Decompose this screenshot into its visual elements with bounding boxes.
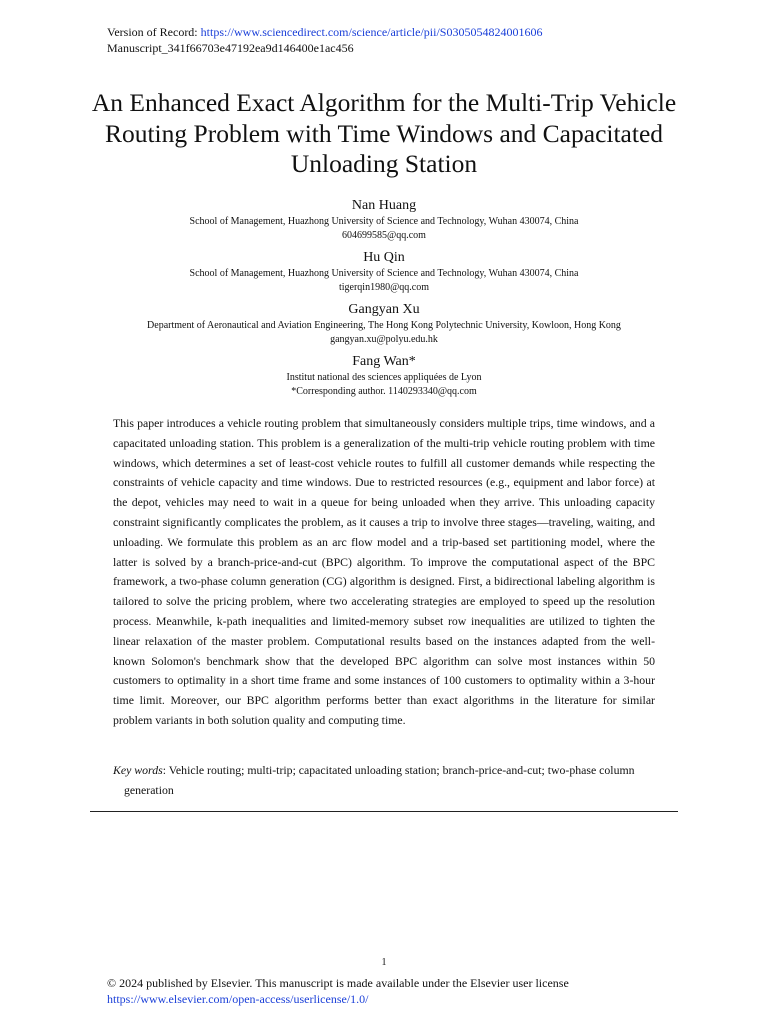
version-label: Version of Record: [107,25,201,39]
author-name: Nan Huang [351,198,417,213]
document-header [107,24,542,56]
author-affiliation: School of Management, Huazhong University of Science and Technology, Wuhan 430074, China [189,268,579,279]
author-block [40,352,728,398]
author-affiliation: Department of Aeronautical and Aviation Engineering, The Hong Kong Polytechnic University, Kowloon, Hong Kong [147,320,621,331]
page-number: 1 [381,957,387,968]
license-footer [107,975,569,1007]
author-name: Hu Qin [363,250,405,265]
license-text: © 2024 published by Elsevier. This manuscript is made available under the Elsevier user license [107,976,569,990]
section-divider [90,811,678,812]
author-affiliation: School of Management, Huazhong University of Science and Technology, Wuhan 430074, China [189,216,579,227]
author-email: *Corresponding author. 1140293340@qq.com [291,385,477,397]
license-link[interactable]: https://www.elsevier.com/open-access/userlicense/1.0/ [107,992,369,1006]
keywords-separator: : [162,763,169,777]
author-list [40,196,728,404]
paper-title: An Enhanced Exact Algorithm for the Multi-Trip Vehicle Routing Problem with Time Windows and Capacitated Unloading Station [91,88,677,178]
author-name: Gangyan Xu [348,302,420,317]
author-email: 604699585@qq.com [342,229,426,241]
keywords-label: Key words [113,763,163,777]
author-email: gangyan.xu@polyu.edu.hk [330,333,438,345]
keywords [113,761,666,800]
version-of-record-link[interactable]: https://www.sciencedirect.com/science/article/pii/S0305054824001606 [200,25,543,39]
author-affiliation: Institut national des sciences appliquées de Lyon [286,372,482,383]
author-block [40,248,728,294]
author-email: tigerqin1980@qq.com [338,281,430,293]
author-name: Fang Wan* [352,354,416,369]
author-block [40,196,728,242]
version-of-record-line [107,24,542,40]
author-block [40,300,728,346]
abstract-text: This paper introduces a vehicle routing problem that simultaneously considers multiple trips, time windows, and a capacitated unloading station. This problem is a generalization of the multi-trip vehicle routing problem with time windows, which determines a set of least-cost vehicle routes to fulfill all customer demands while respecting the constraints of vehicle capacity and time windows. Due to restricted resources (e.g., equipment and labor force) at the depot, vehicles may need to wait in a queue for being unloaded when they arrive. This unloading capacity constraint significantly complicates the problem, as it causes a trip to involve three stages—traveling, waiting, and unloading. We formulate this problem as an arc flow model and a trip-based set partitioning model, where the latter is solved by a branch-price-and-cut (BPC) algorithm. To improve the computational aspect of the BPC framework, a two-phase column generation (CG) algorithm is designed. First, a bidirectional labeling algorithm is tailored to solve the pricing problem, where two accelerating strategies are employed to speed up the resolution process. Meanwhile, k-path inequalities and limited-memory subset row inequalities are utilized to tighten the linear relaxation of the master problem. Computational results based on the instances adapted from the well-known Solomon's benchmark show that the developed BPC algorithm can solve most instances within 50 customers to optimality in a short time frame and some instances of 100 customers to optimality within a 3-hour time limit. Moreover, our BPC algorithm performs better than exact algorithms in the literature for similar problem variants in both solution quality and computing time. [113,416,655,727]
keywords-text: Vehicle routing; multi-trip; capacitated unloading station; branch-price-and-cut; two-phase column generation [124,763,635,797]
manuscript-id: Manuscript_341f66703e47192ea9d146400e1ac456 [107,41,354,55]
